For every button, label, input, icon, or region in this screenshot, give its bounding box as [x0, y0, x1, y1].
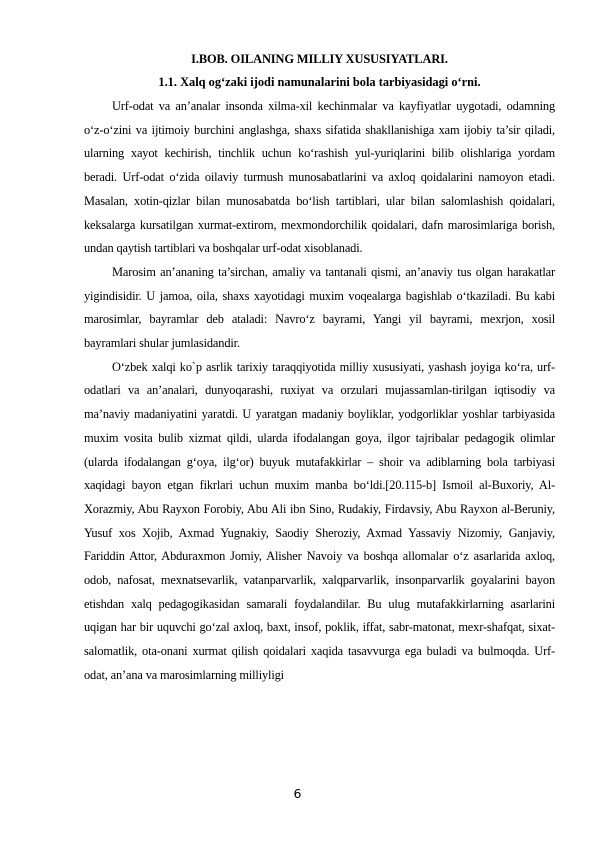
page-number: 6 — [293, 786, 302, 801]
paragraph-uzbek-culture: O‘zbek xalqi ko`p asrlik tarixiy taraqqiyotida milliy xususiyati, yashash joyiga ko‘ra, urf-odatlari va an’analari, dunyoqarashi, ruxiyat va orzulari mujassamlan-tirilgan iqtisodiy va ma’naviy madaniyatini yaratdi. U yaratgan madaniy boyliklar, yodgorliklar yoshlar tarbiyasida muxim vosita bulib xizmat qildi, ularda ifodalangan goya, ilgor tajribalar pedagogik olimlar (ularda ifodalangan g‘oya, ilg‘or) buyuk mutafakkirlar – shoir va adiblarning bola tarbiyasi xaqidagi bayon etgan fikrlari uchun muxim manba bo‘ldi.[20.115-b] Ismoil al-Buxoriy, Al-Xorazmiy, Abu Rayxon Forobiy, Abu Ali ibn Sino, Rudakiy, Firdavsiy, Abu Rayxon al-Beruniy, Yusuf xos Xojib, Axmad Yugnakiy, Saodiy Sheroziy, Axmad Yassaviy Nizomiy, Ganjaviy, Fariddin Attor, Abduraxmon Jomiy, Alisher Navoiy va boshqa allomalar o‘z asarlarida axloq, odob, nafosat, mexnatsevarlik, vatanparvarlik, xalqparvarlik, insonparvarlik goyalarini bayon etishdan xalq pedagogikasidan samarali foydalandilar. Bu ulug mutafakkirlarning asarlarini uqigan har bir uquvchi go‘zal axloq, baxt, insof, poklik, iffat, sabr-matonat, mexr-shafqat, sixat-salomatlik, ota-onani xurmat qilish qoidalari xaqida tasavvurga ega buladi va bulmoqda. Urf-odat, an’ana va marosimlarning milliyligi — [84, 359, 555, 682]
paragraph-customs: Urf-odat va an’analar insonda xilma-xil kechinmalar va kayfiyatlar uygotadi, odamning o‘z-o‘zini va ijtimoiy burchini anglashga, shaxs sifatida shakllanishiga xam ijobiy ta’sir qiladi, ularning xayot kechirish, tinchlik uchun ko‘rashish yul-yuriqlarini bilib olishlariga yordam beradi. Urf-odat o‘zida oilaviy turmush munosabatlarini va axloq qoidalarini namoyon etadi. Masalan, xotin-qizlar bilan munosabatda bo‘lish tartiblari, ular bilan salomlashish qoidalari, keksalarga kursatilgan xurmat-extirom, mexmondorchilik qoidalari, dafn marosimlariga borish, undan qaytish tartiblari va boshqalar urf-odat xisoblanadi. — [84, 99, 555, 256]
chapter-title: I.BOB. OILANING MILLIY XUSUSIYATLARI. — [191, 52, 448, 66]
paragraph-ceremonies: Marosim an’ananing ta’sirchan, amaliy va tantanali qismi, an’anaviy tus olgan harakatlar yigindisidir. U jamoa, oila, shaxs xayotidagi muxim voqealarga bagishlab o‘tkaziladi. Bu kabi marosimlar, bayramlar deb ataladi: Navro‘z bayrami, Yangi yil bayrami, mexrjon, xosil bayramlari shular jumlasidandir. — [84, 264, 555, 351]
document-page — [84, 50, 555, 688]
section-title: 1.1. Xalq og‘zaki ijodi namunalarini bola tarbiyasidagi o‘rni. — [158, 75, 481, 89]
